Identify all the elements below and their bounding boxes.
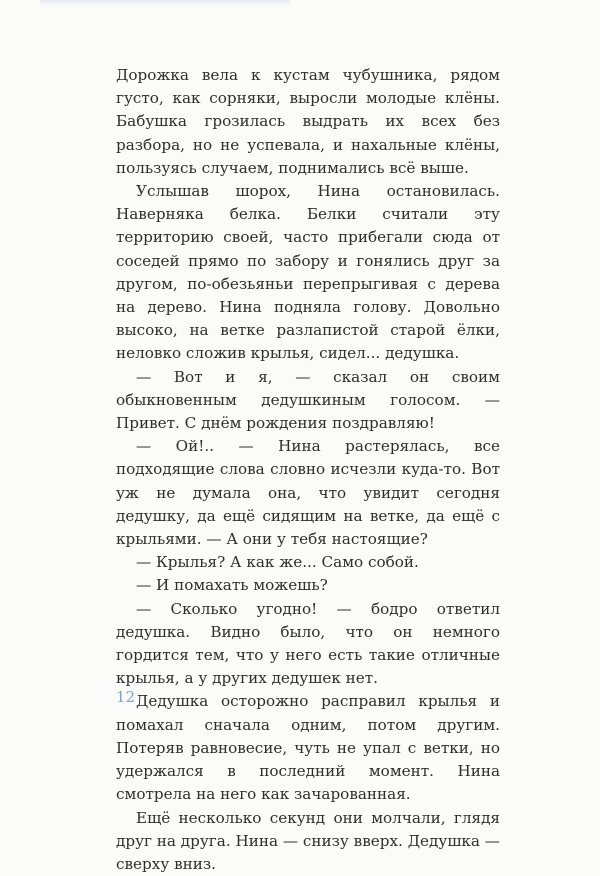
paragraph-6: — И помахать можешь? (116, 574, 500, 597)
body-text (116, 64, 500, 876)
paragraph-2: Услышав шорох, Нина остановилась. Наверняка белка. Белки считали эту территорию своей, часто прибегали сюда от соседей прямо по забору и гонялись друг за другом, по-обезьяньи перепрыгивая с дерева на дерево. Нина подняла голову. Довольно высоко, на ветке разлапистой старой ёлки, неловко сложив крылья, сидел... дедушка. (116, 180, 500, 366)
page-number: 12 (116, 688, 135, 706)
paragraph-3: — Вот и я, — сказал он своим обыкновенным дедушкиным голосом. — Привет. С днём рождения поздравляю! (116, 366, 500, 436)
paragraph-5: — Крылья? А как же... Само собой. (116, 551, 500, 574)
paragraph-8: Дедушка осторожно расправил крылья и помахал сначала одним, потом другим. Потеряв равновесие, чуть не упал с ветки, но удержался в последний момент. Нина смотрела на него как зачарованная. (116, 690, 500, 806)
paragraph-9: Ещё несколько секунд они молчали, глядя друг на друга. Нина — снизу вверх. Дедушка — сверху вниз. (116, 807, 500, 876)
paragraph-4: — Ой!.. — Нина растерялась, все подходящие слова словно исчезли куда-то. Вот уж не думала она, что увидит сегодня дедушку, да ещё сидящим на ветке, да ещё с крыльями. — А они у тебя настоящие? (116, 435, 500, 551)
page-edge-shadow (40, 0, 290, 6)
paragraph-7: — Сколько угодно! — бодро ответил дедушка. Видно было, что он немного гордится тем, что у него есть такие отличные крылья, а у других дедушек нет. (116, 598, 500, 691)
paragraph-1: Дорожка вела к кустам чубушника, рядом густо, как сорняки, выросли молодые клёны. Бабушка грозилась выдрать их всех без разбора, но не успевала, и нахальные клёны, пользуясь случаем, поднимались всё выше. (116, 64, 500, 180)
